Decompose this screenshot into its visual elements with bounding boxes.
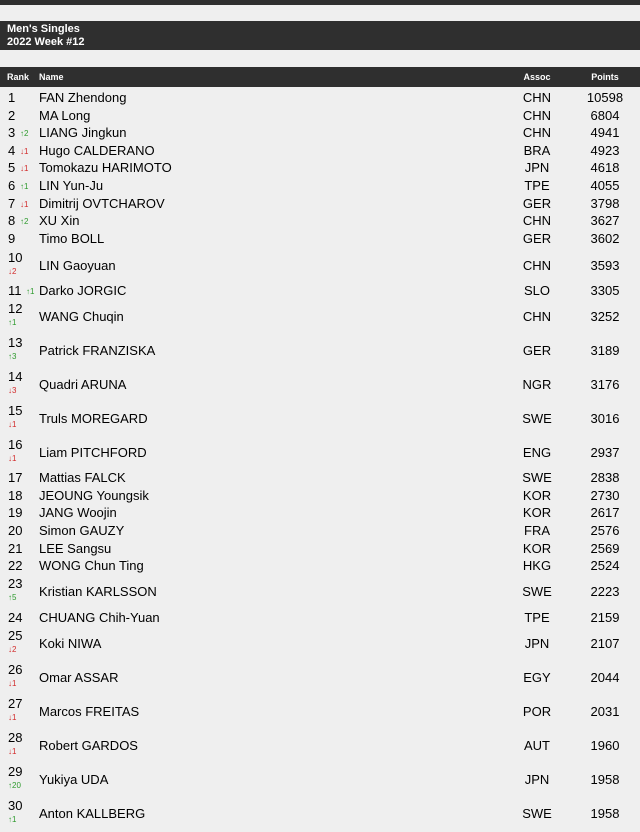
assoc-cell: TPE xyxy=(524,178,550,193)
assoc-cell: GER xyxy=(522,196,552,211)
column-header-points[interactable]: Points xyxy=(591,72,619,82)
column-header-rank[interactable]: Rank xyxy=(7,72,30,82)
player-name[interactable]: Omar ASSAR xyxy=(39,670,119,685)
rank-cell: 24 xyxy=(8,610,23,625)
points-cell: 2223 xyxy=(590,584,620,599)
rank-cell: 23 xyxy=(8,576,23,591)
table-row[interactable] xyxy=(0,249,640,282)
table-row[interactable] xyxy=(0,487,640,504)
points-cell: 3176 xyxy=(590,377,620,392)
rank-up-indicator: ↑1 xyxy=(26,287,35,296)
rank-cell: 27 xyxy=(8,696,23,711)
assoc-cell: SWE xyxy=(522,806,552,821)
table-row[interactable] xyxy=(0,159,640,177)
rank-cell: 10 xyxy=(8,250,23,265)
table-row[interactable] xyxy=(0,729,640,763)
points-cell: 3627 xyxy=(590,213,620,228)
assoc-cell: JPN xyxy=(524,160,550,175)
points-cell: 4923 xyxy=(590,143,620,158)
assoc-cell: NGR xyxy=(522,377,552,392)
table-row[interactable] xyxy=(0,177,640,195)
player-name[interactable]: Patrick FRANZISKA xyxy=(39,343,156,358)
assoc-cell: KOR xyxy=(522,488,552,503)
assoc-cell: AUT xyxy=(524,738,550,753)
rank-down-indicator: ↓2 xyxy=(8,645,17,654)
rank-down-indicator: ↓1 xyxy=(20,200,29,209)
rank-down-indicator: ↓1 xyxy=(20,164,29,173)
table-row[interactable] xyxy=(0,195,640,212)
player-name[interactable]: Liam PITCHFORD xyxy=(39,445,147,460)
points-cell: 2617 xyxy=(590,505,620,520)
player-name[interactable]: Koki NIWA xyxy=(39,636,102,651)
player-name[interactable]: Robert GARDOS xyxy=(39,738,138,753)
page-subtitle: 2022 Week #12 xyxy=(7,36,85,48)
assoc-cell: POR xyxy=(522,704,552,719)
rank-up-indicator: ↑20 xyxy=(8,781,21,790)
rank-down-indicator: ↓2 xyxy=(8,267,17,276)
assoc-cell: JPN xyxy=(524,636,550,651)
player-name[interactable]: Marcos FREITAS xyxy=(39,704,140,719)
assoc-cell: CHN xyxy=(522,108,552,123)
rank-cell: 11 xyxy=(8,283,22,298)
rank-cell: 6 xyxy=(8,178,16,193)
player-name[interactable]: Mattias FALCK xyxy=(39,470,126,485)
points-cell: 3602 xyxy=(590,231,620,246)
rank-cell: 17 xyxy=(8,470,23,485)
points-cell: 10598 xyxy=(586,90,624,105)
table-row[interactable] xyxy=(0,504,640,522)
points-cell: 3189 xyxy=(590,343,620,358)
rank-cell: 30 xyxy=(8,798,23,813)
rank-cell: 14 xyxy=(8,369,23,384)
rank-up-indicator: ↑2 xyxy=(20,217,29,226)
rank-cell: 12 xyxy=(8,301,23,316)
player-name[interactable]: LIANG Jingkun xyxy=(39,125,127,140)
rank-cell: 7 xyxy=(8,196,16,211)
player-name[interactable]: JANG Woojin xyxy=(39,505,117,520)
rank-cell: 28 xyxy=(8,730,23,745)
table-row[interactable] xyxy=(0,695,640,729)
table-row[interactable] xyxy=(0,368,640,402)
rank-cell: 20 xyxy=(8,523,23,538)
assoc-cell: CHN xyxy=(522,213,552,228)
rank-cell: 19 xyxy=(8,505,23,520)
points-cell: 2569 xyxy=(590,541,620,556)
player-name[interactable]: LIN Yun-Ju xyxy=(39,178,104,193)
assoc-cell: ENG xyxy=(522,445,552,460)
table-row[interactable] xyxy=(0,89,640,107)
points-cell: 2838 xyxy=(590,470,620,485)
column-header-assoc[interactable]: Assoc xyxy=(523,72,551,82)
table-row[interactable] xyxy=(0,402,640,436)
table-row[interactable] xyxy=(0,522,640,540)
assoc-cell: FRA xyxy=(524,523,550,538)
table-row[interactable] xyxy=(0,469,640,487)
table-row[interactable] xyxy=(0,107,640,124)
rank-cell: 21 xyxy=(8,541,23,556)
rank-cell: 29 xyxy=(8,764,23,779)
rank-down-indicator: ↓1 xyxy=(8,747,17,756)
points-cell: 2937 xyxy=(590,445,620,460)
table-row[interactable] xyxy=(0,436,640,469)
rank-cell: 9 xyxy=(8,231,16,246)
table-row[interactable] xyxy=(0,557,640,575)
points-cell: 3305 xyxy=(590,283,620,298)
rank-cell: 1 xyxy=(8,90,16,105)
assoc-cell: KOR xyxy=(522,505,552,520)
rank-down-indicator: ↓1 xyxy=(20,147,29,156)
rank-up-indicator: ↑1 xyxy=(8,815,17,824)
rank-cell: 8 xyxy=(8,213,16,228)
rank-up-indicator: ↑2 xyxy=(20,129,29,138)
player-name[interactable]: XU Xin xyxy=(39,213,80,228)
points-cell: 1958 xyxy=(590,806,620,821)
assoc-cell: GER xyxy=(522,343,552,358)
table-row[interactable] xyxy=(0,575,640,609)
table-row[interactable] xyxy=(0,540,640,557)
points-cell: 2730 xyxy=(590,488,620,503)
player-name[interactable]: Truls MOREGARD xyxy=(39,411,148,426)
points-cell: 2524 xyxy=(590,558,620,573)
table-header xyxy=(0,67,640,87)
rank-cell: 25 xyxy=(8,628,23,643)
table-row[interactable] xyxy=(0,282,640,300)
player-name[interactable]: FAN Zhendong xyxy=(39,90,127,105)
points-cell: 1958 xyxy=(590,772,620,787)
ranking-title-bar xyxy=(0,21,640,50)
assoc-cell: GER xyxy=(522,231,552,246)
table-row[interactable] xyxy=(0,230,640,247)
player-name[interactable]: JEOUNG Youngsik xyxy=(39,488,149,503)
player-name[interactable]: MA Long xyxy=(39,108,91,123)
player-name[interactable]: Quadri ARUNA xyxy=(39,377,127,392)
player-name[interactable]: CHUANG Chih-Yuan xyxy=(39,610,160,625)
assoc-cell: CHN xyxy=(522,125,552,140)
assoc-cell: SWE xyxy=(522,411,552,426)
points-cell: 2576 xyxy=(590,523,620,538)
rank-cell: 15 xyxy=(8,403,23,418)
assoc-cell: SLO xyxy=(523,283,550,298)
player-name[interactable]: Kristian KARLSSON xyxy=(39,584,157,599)
rank-cell: 4 xyxy=(8,143,16,158)
assoc-cell: CHN xyxy=(522,90,552,105)
points-cell: 2031 xyxy=(590,704,620,719)
rank-down-indicator: ↓1 xyxy=(8,713,17,722)
points-cell: 6804 xyxy=(590,108,620,123)
assoc-cell: CHN xyxy=(522,258,552,273)
assoc-cell: HKG xyxy=(522,558,552,573)
table-row[interactable] xyxy=(0,763,640,797)
points-cell: 2107 xyxy=(590,636,620,651)
rank-down-indicator: ↓1 xyxy=(8,679,17,688)
table-row[interactable] xyxy=(0,334,640,368)
assoc-cell: TPE xyxy=(524,610,550,625)
player-name[interactable]: LIN Gaoyuan xyxy=(39,258,116,273)
player-name[interactable]: Dimitrij OVTCHAROV xyxy=(39,196,165,211)
assoc-cell: KOR xyxy=(522,541,552,556)
assoc-cell: BRA xyxy=(523,143,551,158)
points-cell: 3593 xyxy=(590,258,620,273)
rank-cell: 26 xyxy=(8,662,23,677)
table-row[interactable] xyxy=(0,142,640,159)
assoc-cell: CHN xyxy=(522,309,552,324)
assoc-cell: SWE xyxy=(522,470,552,485)
rank-down-indicator: ↓3 xyxy=(8,386,17,395)
player-name[interactable]: Yukiya UDA xyxy=(39,772,109,787)
rank-up-indicator: ↑5 xyxy=(8,593,17,602)
rank-down-indicator: ↓1 xyxy=(8,454,17,463)
assoc-cell: SWE xyxy=(522,584,552,599)
points-cell: 1960 xyxy=(590,738,620,753)
rank-down-indicator: ↓1 xyxy=(8,420,17,429)
table-row[interactable] xyxy=(0,609,640,627)
rank-cell: 16 xyxy=(8,437,23,452)
rank-cell: 13 xyxy=(8,335,23,350)
table-row[interactable] xyxy=(0,797,640,832)
player-name[interactable]: LEE Sangsu xyxy=(39,541,112,556)
points-cell: 4055 xyxy=(590,178,620,193)
table-row[interactable] xyxy=(0,661,640,695)
rank-cell: 18 xyxy=(8,488,23,503)
points-cell: 4941 xyxy=(590,125,620,140)
rank-cell: 22 xyxy=(8,558,23,573)
table-row[interactable] xyxy=(0,300,640,334)
player-name[interactable]: Darko JORGIC xyxy=(39,283,127,298)
page-title: Men's Singles xyxy=(7,23,80,35)
points-cell: 3252 xyxy=(590,309,620,324)
points-cell: 3798 xyxy=(590,196,620,211)
rank-cell: 3 xyxy=(8,125,16,140)
assoc-cell: JPN xyxy=(524,772,550,787)
column-header-name[interactable]: Name xyxy=(39,72,64,82)
points-cell: 3016 xyxy=(590,411,620,426)
table-row[interactable] xyxy=(0,124,640,142)
top-bar xyxy=(0,0,640,5)
player-name[interactable]: WANG Chuqin xyxy=(39,309,124,324)
assoc-cell: EGY xyxy=(523,670,551,685)
player-name[interactable]: Anton KALLBERG xyxy=(39,806,146,821)
player-name[interactable]: Timo BOLL xyxy=(39,231,105,246)
player-name[interactable]: Simon GAUZY xyxy=(39,523,125,538)
points-cell: 2159 xyxy=(590,610,620,625)
points-cell: 2044 xyxy=(590,670,620,685)
rank-up-indicator: ↑1 xyxy=(20,182,29,191)
player-name[interactable]: Hugo CALDERANO xyxy=(39,143,155,158)
rank-cell: 5 xyxy=(8,160,16,175)
player-name[interactable]: Tomokazu HARIMOTO xyxy=(39,160,172,175)
table-row[interactable] xyxy=(0,212,640,230)
rank-cell: 2 xyxy=(8,108,16,123)
table-row[interactable] xyxy=(0,627,640,661)
player-name[interactable]: WONG Chun Ting xyxy=(39,558,144,573)
rank-up-indicator: ↑3 xyxy=(8,352,17,361)
rank-up-indicator: ↑1 xyxy=(8,318,17,327)
points-cell: 4618 xyxy=(590,160,620,175)
